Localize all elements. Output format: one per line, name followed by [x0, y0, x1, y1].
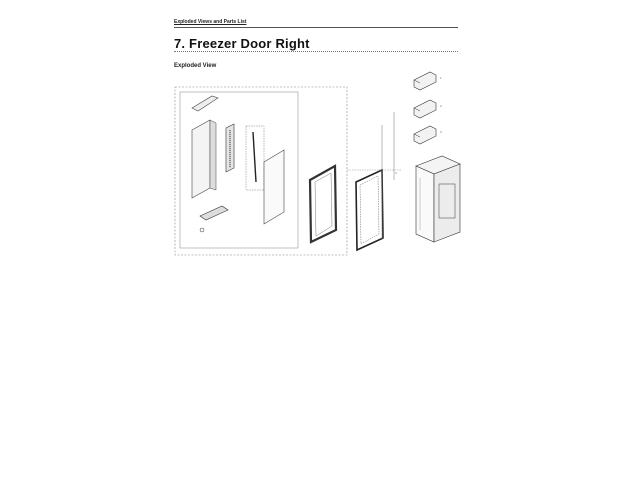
- callout-label: 4: [395, 171, 397, 175]
- callout-label: 1: [440, 76, 442, 80]
- screw-part: [200, 228, 204, 232]
- door-frame-part: [356, 170, 383, 250]
- door-bin-part: [414, 100, 436, 118]
- heater-strip-part: [253, 132, 256, 182]
- door-bin-part: [414, 72, 436, 90]
- door-cap-part: [192, 96, 218, 111]
- page-header: Exploded Views and Parts List: [174, 19, 247, 25]
- insulation-panel-part: [264, 150, 284, 224]
- title-rule: [174, 51, 458, 52]
- door-bin-part: [414, 126, 436, 144]
- callout-label: 3: [440, 130, 442, 134]
- exploded-view-diagram: [170, 70, 470, 260]
- callout-label: 2: [440, 104, 442, 108]
- section-subtitle: Exploded View: [174, 63, 217, 69]
- page-title: 7. Freezer Door Right: [174, 36, 310, 51]
- door-liner-part: [192, 120, 210, 198]
- header-rule: [174, 27, 458, 28]
- lower-handle-part: [200, 206, 228, 220]
- assembled-door-part: [416, 156, 460, 242]
